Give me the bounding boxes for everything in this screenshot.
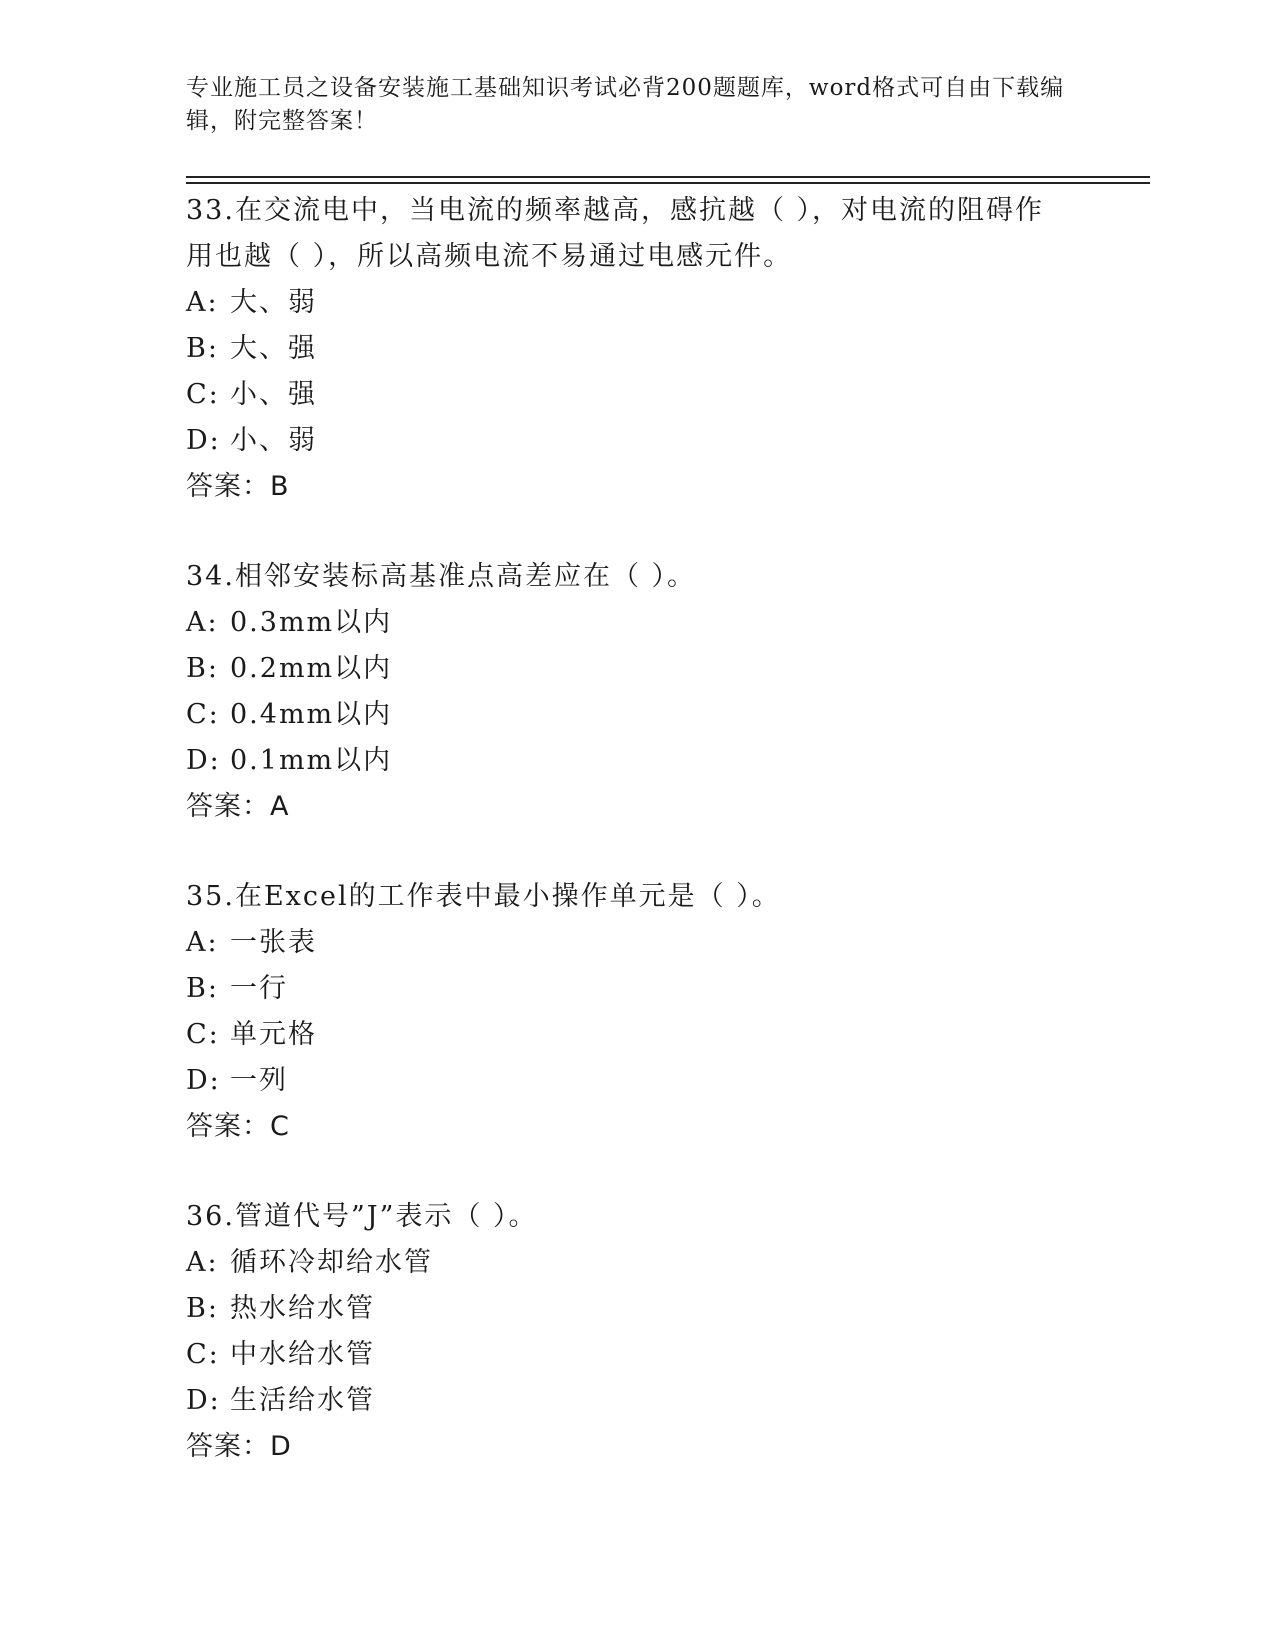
header-divider-bottom <box>186 182 1150 184</box>
option-text: 一张表 <box>230 927 317 958</box>
option-b <box>186 326 1086 372</box>
option-c <box>186 692 1086 738</box>
option-d <box>186 418 1086 464</box>
option-c <box>186 372 1086 418</box>
question-33 <box>186 188 1086 510</box>
option-text: 生活给水管 <box>230 1385 375 1416</box>
option-a <box>186 280 1086 326</box>
question-35 <box>186 874 1086 1150</box>
option-b <box>186 1286 1086 1332</box>
option-letter: C: <box>186 699 220 730</box>
question-36 <box>186 1194 1086 1470</box>
option-letter: B: <box>186 1293 219 1324</box>
option-letter: D: <box>186 745 221 776</box>
option-letter: C: <box>186 379 220 410</box>
option-text: 循环冷却给水管 <box>230 1247 433 1278</box>
question-stem: 34.相邻安装标高基准点高差应在（ ）。 <box>186 561 697 592</box>
option-text: 热水给水管 <box>230 1293 375 1324</box>
option-text: 0.4mm以内 <box>230 699 393 730</box>
question-stem: 36.管道代号”J”表示（ ）。 <box>186 1201 538 1232</box>
option-text: 0.1mm以内 <box>230 745 393 776</box>
option-text: 小、弱 <box>230 425 317 456</box>
question-stem: 35.在Excel的工作表中最小操作单元是（ ）。 <box>186 881 781 912</box>
option-letter: A: <box>186 287 219 318</box>
option-d <box>186 738 1086 784</box>
answer-line: 答案：B <box>186 471 290 502</box>
question-list <box>186 188 1086 1514</box>
option-text: 小、强 <box>230 379 317 410</box>
option-letter: D: <box>186 1385 221 1416</box>
answer-line: 答案：D <box>186 1431 292 1462</box>
option-letter: B: <box>186 973 219 1004</box>
option-a <box>186 600 1086 646</box>
option-letter: C: <box>186 1019 220 1050</box>
option-a <box>186 1240 1086 1286</box>
option-text: 0.3mm以内 <box>230 607 393 638</box>
header-divider-top <box>186 176 1150 178</box>
option-letter: B: <box>186 653 219 684</box>
option-letter: D: <box>186 1065 221 1096</box>
option-letter: A: <box>186 927 219 958</box>
option-letter: A: <box>186 1247 219 1278</box>
option-d <box>186 1058 1086 1104</box>
option-c <box>186 1012 1086 1058</box>
question-34 <box>186 554 1086 830</box>
option-letter: B: <box>186 333 219 364</box>
answer-line: 答案：A <box>186 791 290 822</box>
document-header: 专业施工员之设备安装施工基础知识考试必背200题题库，word格式可自由下载编辑，附完整答案！ <box>186 75 1065 134</box>
answer-line: 答案：C <box>186 1111 290 1142</box>
option-text: 大、弱 <box>230 287 317 318</box>
option-c <box>186 1332 1086 1378</box>
option-b <box>186 646 1086 692</box>
option-text: 一列 <box>230 1065 288 1096</box>
option-text: 一行 <box>230 973 288 1004</box>
option-letter: A: <box>186 607 219 638</box>
option-text: 0.2mm以内 <box>230 653 393 684</box>
option-letter: C: <box>186 1339 220 1370</box>
option-text: 中水给水管 <box>230 1339 375 1370</box>
option-letter: D: <box>186 425 221 456</box>
option-b <box>186 966 1086 1012</box>
option-d <box>186 1378 1086 1424</box>
option-text: 单元格 <box>230 1019 317 1050</box>
option-text: 大、强 <box>230 333 317 364</box>
option-a <box>186 920 1086 966</box>
question-stem: 33.在交流电中，当电流的频率越高，感抗越（ ），对电流的阻碍作用也越（ ），所以高频电流不易通过电感元件。 <box>186 195 1045 272</box>
